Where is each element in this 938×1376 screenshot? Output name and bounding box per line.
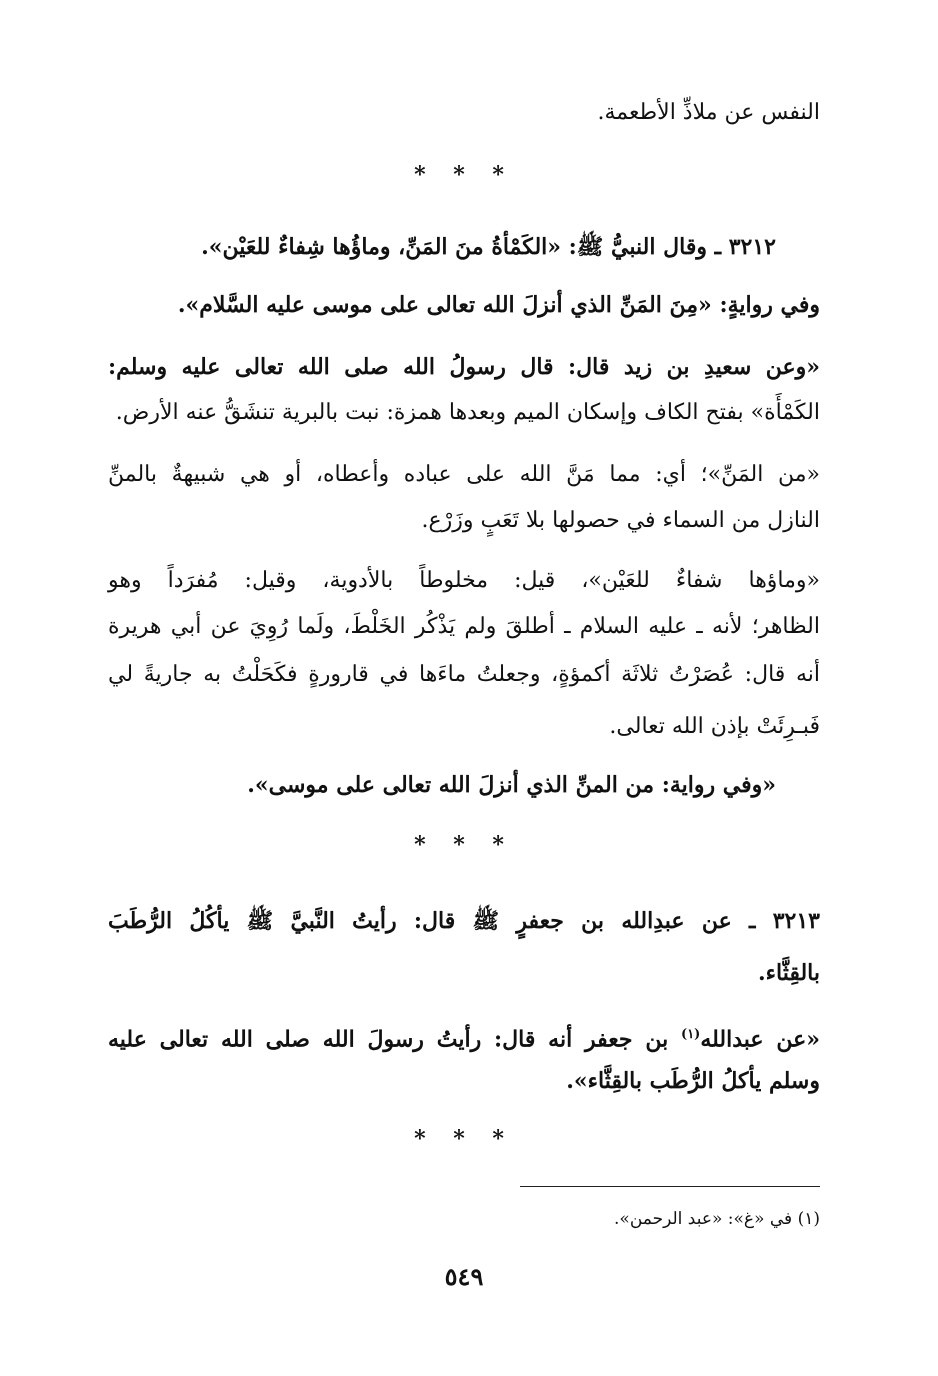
commentary-line: الظاهر؛ لأنه ـ عليه السلام ـ أطلقَ ولم يَذْكُر الخَلْطَ، ولَما رُوِيَ عن أبي هريرة [108, 614, 820, 639]
commentary-variant: «وفي رواية: من المنِّ الذي أنزلَ الله تعالى على موسى». [247, 772, 776, 798]
hadith-3213-text: ٣٢١٣ ـ عن عبدِالله بن جعفرٍ ﷺ قال: رأيتُ النَّبيَّ ﷺ يأكُلُ الرُّطَبَ [108, 908, 820, 934]
footnote-marker[interactable]: (١) [681, 1027, 701, 1042]
commentary-text: «عن عبدالله [700, 1026, 820, 1053]
section-separator: * * * [414, 1126, 514, 1152]
commentary-line: النازل من السماء في حصولها بلا تَعَبٍ وزَرْع. [421, 508, 820, 533]
section-separator: * * * [414, 832, 514, 858]
section-separator: * * * [414, 162, 514, 188]
commentary-line: فَبـرِئَتْ بإذن الله تعالى. [609, 714, 820, 739]
commentary-text: بن جعفر أنه قال: رأيتُ رسولَ الله صلى الله تعالى عليه [108, 1026, 682, 1053]
hadith-3213-text: بالقِثَّاء. [757, 960, 820, 986]
book-page [108, 0, 820, 1376]
commentary-line: «من المَنِّ»؛ أي: مما مَنَّ الله على عباده وأعطاه، أو هي شبيهةٌ بالمنِّ [108, 462, 820, 487]
commentary-line: الكَمْأَة» بفتح الكاف وإسكان الميم وبعدها همزة: نبت بالبرية تنشَقُّ عنه الأرض. [115, 400, 820, 425]
footnote-divider [520, 1186, 820, 1187]
footnote: (١) في «غ»: «عبد الرحمن». [614, 1209, 820, 1229]
commentary-line: «وعن سعيدِ بن زيد قال: قال رسولُ الله صلى الله تعالى عليه وسلم: [108, 354, 820, 380]
commentary-line: أنه قال: عُصَرْتُ ثلاثَة أكمؤةٍ، وجعلتُ ماءَها في قارورةٍ فكَحَلْتُ به جاريةً لي [108, 662, 820, 687]
hadith-3212-variant: وفي روايةٍ: «مِنَ المَنِّ الذي أنزلَ الله تعالى على موسى عليه السَّلام». [177, 292, 820, 318]
hadith-3212-text: ٣٢١٢ ـ وقال النبيُّ ﷺ: «الكَمْأةُ منَ المَنِّ، وماؤُها شِفاءٌ للعَيْن». [201, 234, 776, 260]
commentary-line: وسلم يأكلُ الرُّطَب بالقِثَّاء». [566, 1068, 820, 1094]
commentary-line [108, 1020, 820, 1054]
continuation-line: النفس عن ملاذِّ الأطعمة. [597, 100, 820, 125]
page-number: ٥٤٩ [444, 1262, 484, 1291]
commentary-line: «وماؤها شفاءٌ للعَيْن»، قيل: مخلوطاً بالأدوية، وقيل: مُفرَداً وهو [108, 568, 820, 593]
